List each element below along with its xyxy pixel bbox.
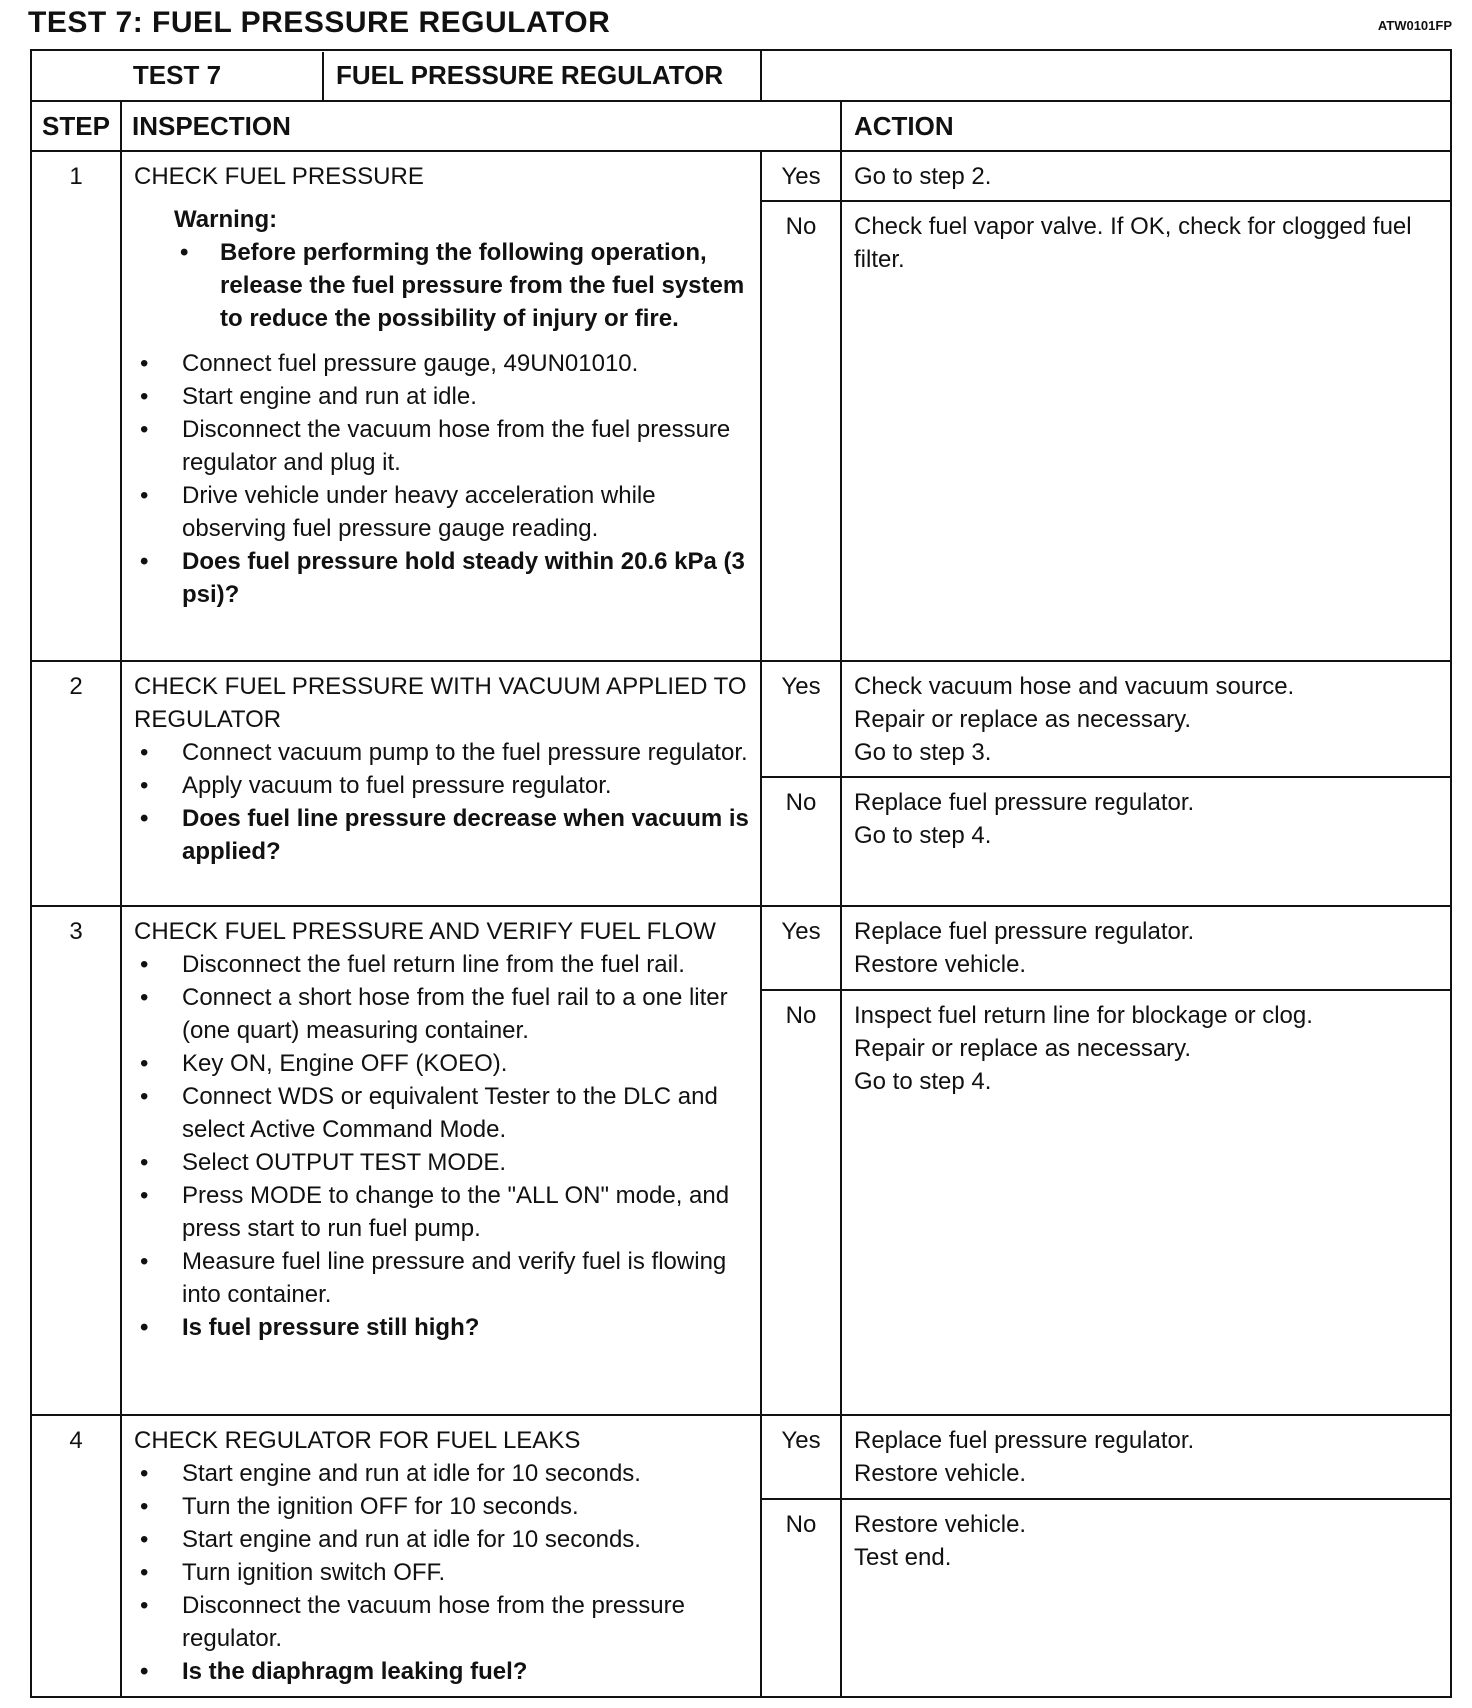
action-line: Check fuel vapor valve. If OK, check for clogged fuel filter. <box>854 213 1412 273</box>
no-label: No <box>761 201 841 661</box>
inspection-bullet: • Disconnect the fuel return line from the fuel rail. <box>134 948 750 981</box>
no-label: No <box>761 990 841 1415</box>
action-line: Restore vehicle. <box>854 1511 1027 1538</box>
test-header-row <box>31 50 1451 101</box>
step-heading: CHECK FUEL PRESSURE WITH VACUUM APPLIED TO REGULATOR <box>134 673 747 733</box>
action-line: Restore vehicle. <box>854 951 1027 978</box>
inspection-cell <box>121 151 761 661</box>
yes-label: Yes <box>761 661 841 777</box>
action-line: Go to step 4. <box>854 1068 992 1095</box>
step-row-3 <box>31 906 1451 990</box>
step-number: 2 <box>31 661 121 906</box>
inspection-question: • Is fuel pressure still high? <box>134 1311 750 1344</box>
inspection-cell <box>121 661 761 906</box>
step-row-1 <box>31 151 1451 201</box>
no-action <box>841 777 1451 906</box>
action-line: Restore vehicle. <box>854 1460 1027 1487</box>
inspection-bullet: • Start engine and run at idle for 10 seconds. <box>134 1457 750 1490</box>
inspection-header: INSPECTION <box>121 101 841 151</box>
yes-action <box>841 906 1451 990</box>
step-number: 1 <box>31 151 121 661</box>
page-title: TEST 7: FUEL PRESSURE REGULATOR <box>28 6 611 39</box>
inspection-bullet: • Connect fuel pressure gauge, 49UN01010. <box>134 347 750 380</box>
test-name: FUEL PRESSURE REGULATOR <box>336 60 724 90</box>
action-header: ACTION <box>841 101 1451 151</box>
action-line: Go to step 4. <box>854 822 992 849</box>
action-line: Replace fuel pressure regulator. <box>854 789 1195 816</box>
inspection-bullet: • Apply vacuum to fuel pressure regulator. <box>134 769 750 802</box>
inspection-bullet: • Disconnect the vacuum hose from the fuel pressure regulator and plug it. <box>134 413 750 479</box>
column-header-row <box>31 101 1451 151</box>
inspection-bullet: • Measure fuel line pressure and verify fuel is flowing into container. <box>134 1245 750 1311</box>
yes-label: Yes <box>761 151 841 201</box>
no-label: No <box>761 1499 841 1697</box>
action-line: Go to step 3. <box>854 739 992 766</box>
step-heading: CHECK FUEL PRESSURE AND VERIFY FUEL FLOW <box>134 918 716 945</box>
inspection-bullet: • Disconnect the vacuum hose from the pressure regulator. <box>134 1589 750 1655</box>
action-line: Inspect fuel return line for blockage or clog. <box>854 1002 1313 1029</box>
inspection-question: • Does fuel pressure hold steady within 20.6 kPa (3 psi)? <box>134 545 750 611</box>
action-line: Go to step 2. <box>854 163 992 190</box>
yes-label: Yes <box>761 1415 841 1499</box>
action-line: Repair or replace as necessary. <box>854 1035 1192 1062</box>
figure-code: ATW0101FP <box>1377 18 1452 33</box>
action-line: Repair or replace as necessary. <box>854 706 1192 733</box>
inspection-bullet: • Drive vehicle under heavy acceleration while observing fuel pressure gauge reading. <box>134 479 750 545</box>
inspection-question: • Is the diaphragm leaking fuel? <box>134 1655 750 1688</box>
inspection-bullet: • Turn ignition switch OFF. <box>134 1556 750 1589</box>
step-header: STEP <box>31 101 121 151</box>
inspection-bullet: • Key ON, Engine OFF (KOEO). <box>134 1047 750 1080</box>
step-number: 3 <box>31 906 121 1415</box>
action-line: Replace fuel pressure regulator. <box>854 1427 1195 1454</box>
action-line: Test end. <box>854 1544 952 1571</box>
no-action <box>841 201 1451 661</box>
yes-action <box>841 151 1451 201</box>
warning-text: • Before performing the following operation, release the fuel pressure from the fuel system to reduce the possibility of injury or fire. <box>174 236 750 335</box>
no-action <box>841 1499 1451 1697</box>
step-row-2 <box>31 661 1451 777</box>
inspection-bullet: • Select OUTPUT TEST MODE. <box>134 1146 750 1179</box>
no-action <box>841 990 1451 1415</box>
step-number: 4 <box>31 1415 121 1697</box>
inspection-cell <box>121 1415 761 1697</box>
action-line: Check vacuum hose and vacuum source. <box>854 673 1295 700</box>
diagnostic-table <box>30 49 1452 1698</box>
inspection-bullet: • Connect vacuum pump to the fuel pressure regulator. <box>134 736 750 769</box>
step-row-4 <box>31 1415 1451 1499</box>
inspection-bullet: • Turn the ignition OFF for 10 seconds. <box>134 1490 750 1523</box>
inspection-bullet: • Start engine and run at idle for 10 seconds. <box>134 1523 750 1556</box>
inspection-question: • Does fuel line pressure decrease when vacuum is applied? <box>134 802 750 868</box>
yes-action <box>841 1415 1451 1499</box>
inspection-bullet: • Connect WDS or equivalent Tester to the DLC and select Active Command Mode. <box>134 1080 750 1146</box>
step-heading: CHECK FUEL PRESSURE <box>134 163 424 190</box>
inspection-bullet: • Connect a short hose from the fuel rail to a one liter (one quart) measuring container. <box>134 981 750 1047</box>
inspection-bullet: • Press MODE to change to the "ALL ON" mode, and press start to run fuel pump. <box>134 1179 750 1245</box>
action-line: Replace fuel pressure regulator. <box>854 918 1195 945</box>
no-label: No <box>761 777 841 906</box>
inspection-cell <box>121 906 761 1415</box>
warning-label: Warning: <box>174 206 278 233</box>
inspection-bullet: • Start engine and run at idle. <box>134 380 750 413</box>
step-heading: CHECK REGULATOR FOR FUEL LEAKS <box>134 1427 581 1454</box>
yes-action <box>841 661 1451 777</box>
yes-label: Yes <box>761 906 841 990</box>
test-number: TEST 7 <box>32 52 324 100</box>
